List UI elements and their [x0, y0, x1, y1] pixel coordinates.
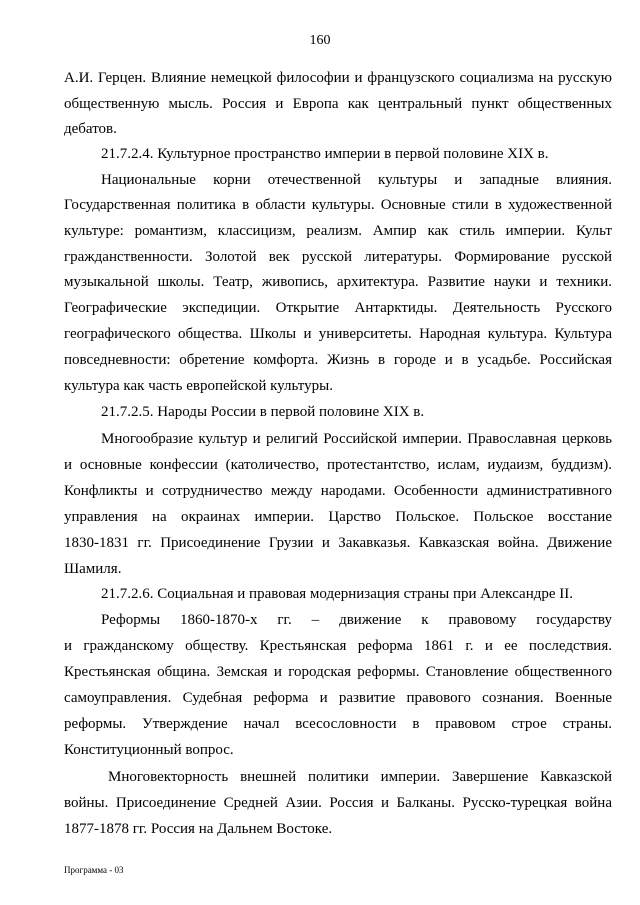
text-line: Конфликты и сотрудничество между народами. Особенности административного: [64, 483, 612, 499]
text-line: и гражданскому обществу. Крестьянская реформа 1861 г. и ее последствия.: [64, 638, 612, 654]
text-line: Географические экспедиции. Открытие Антарктиды. Деятельность Русского: [64, 300, 612, 316]
text-line: Реформы 1860-1870-х гг. – движение к правовому государству: [101, 612, 612, 628]
text-line: реформы. Утверждение начал всесословности в правовом строе страны.: [64, 716, 612, 732]
text-line: культуре: романтизм, классицизм, реализм. Ампир как стиль империи. Культ: [64, 223, 612, 239]
text-line: географического общества. Школы и университеты. Народная культура. Культура: [64, 326, 612, 342]
text-line: Многообразие культур и религий Российской империи. Православная церковь: [101, 431, 612, 447]
text-line: Шамиля.: [64, 561, 122, 577]
text-line: Национальные корни отечественной культуры и западные влияния.: [101, 172, 612, 188]
text-line: 1830-1831 гг. Присоединение Грузии и Закавказья. Кавказская война. Движение: [64, 535, 612, 551]
text-line: 21.7.2.4. Культурное пространство империи в первой половине XIX в.: [101, 146, 549, 162]
text-line: музыкальной школы. Театр, живопись, архитектура. Развитие науки и техники.: [64, 274, 612, 290]
page-number: 160: [309, 33, 331, 48]
text-line: и основные конфессии (католичество, протестантство, ислам, иудаизм, буддизм).: [64, 457, 612, 473]
text-line: культура как часть европейской культуры.: [64, 378, 333, 394]
text-line: Крестьянская община. Земская и городская реформы. Становление общественного: [64, 664, 612, 680]
text-line: гражданственности. Золотой век русской литературы. Формирование русской: [64, 249, 612, 265]
text-line: 21.7.2.5. Народы России в первой половине XIX в.: [101, 404, 425, 420]
text-line: 21.7.2.6. Социальная и правовая модернизация страны при Александре II.: [101, 586, 573, 602]
text-line: дебатов.: [64, 121, 117, 137]
footer-program-label: Программа - 03: [64, 865, 124, 875]
text-line: А.И. Герцен. Влияние немецкой философии и французского социализма на русскую: [64, 70, 612, 86]
text-line: Государственная политика в области культуры. Основные стили в художественной: [64, 197, 612, 213]
text-line: управления на окраинах империи. Царство Польское. Польское восстание: [64, 509, 612, 525]
text-line: повседневности: обретение комфорта. Жизнь в городе и в усадьбе. Российская: [64, 352, 612, 368]
text-line: войны. Присоединение Средней Азии. Россия и Балканы. Русско-турецкая война: [64, 795, 612, 811]
text-line: общественную мысль. Россия и Европа как центральный пункт общественных: [64, 96, 612, 112]
text-line: Конституционный вопрос.: [64, 742, 234, 758]
text-line: самоуправления. Судебная реформа и развитие правового сознания. Военные: [64, 690, 612, 706]
text-line: 1877-1878 гг. Россия на Дальнем Востоке.: [64, 821, 333, 837]
text-line: Многовекторность внешней политики империи. Завершение Кавказской: [108, 769, 612, 785]
